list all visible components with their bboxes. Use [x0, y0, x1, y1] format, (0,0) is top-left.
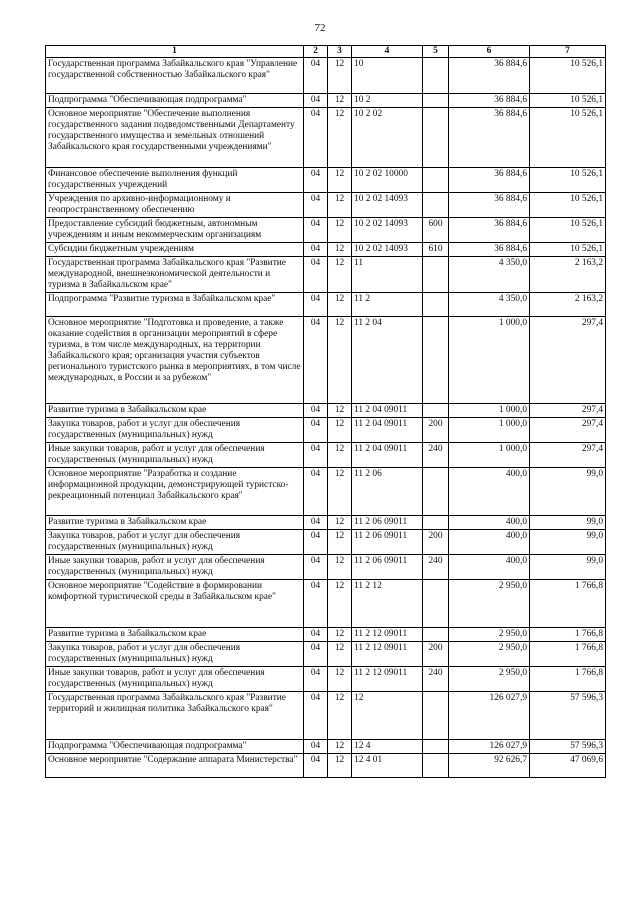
row-code-cell: 04 [304, 94, 328, 108]
row-expense-type-cell [423, 317, 449, 404]
row-name-cell: Финансовое обеспечение выполнения функций государственных учреждений [46, 168, 304, 193]
table-row [46, 58, 606, 94]
row-target-code-cell: 11 2 04 09011 [352, 404, 423, 418]
row-executed-cell: 99,0 [530, 530, 606, 555]
row-code-cell: 04 [304, 317, 328, 404]
header-cell: 5 [423, 46, 449, 58]
table-row [46, 243, 606, 257]
row-amount-cell: 126 027,9 [449, 740, 530, 754]
row-executed-cell: 10 526,1 [530, 193, 606, 218]
row-name-cell: Государственная программа Забайкальского края "Развитие территорий и жилищная политика Забайкальского края" [46, 692, 304, 740]
row-target-code-cell: 11 2 06 [352, 468, 423, 516]
row-name-cell: Государственная программа Забайкальского края "Развитие международной, внешнеэкономической деятельности и туризма в Забайкальском крае" [46, 257, 304, 293]
row-expense-type-cell [423, 168, 449, 193]
row-code-cell: 04 [304, 667, 328, 692]
table-row [46, 443, 606, 468]
row-expense-type-cell [423, 692, 449, 740]
row-name-cell: Подпрограмма "Обеспечивающая подпрограмма" [46, 94, 304, 108]
row-amount-cell: 4 350,0 [449, 257, 530, 293]
row-target-code-cell: 11 2 04 09011 [352, 443, 423, 468]
row-amount-cell: 2 950,0 [449, 580, 530, 628]
row-target-code-cell: 11 [352, 257, 423, 293]
row-executed-cell: 297,4 [530, 404, 606, 418]
row-expense-type-cell [423, 94, 449, 108]
row-code-cell: 12 [328, 293, 352, 317]
table-row [46, 168, 606, 193]
row-amount-cell: 400,0 [449, 555, 530, 580]
row-code-cell: 12 [328, 628, 352, 642]
row-code-cell: 12 [328, 667, 352, 692]
row-amount-cell: 36 884,6 [449, 243, 530, 257]
row-executed-cell: 99,0 [530, 468, 606, 516]
row-code-cell: 12 [328, 418, 352, 443]
table-row [46, 642, 606, 667]
row-name-cell: Развитие туризма в Забайкальском крае [46, 516, 304, 530]
table-row [46, 94, 606, 108]
row-code-cell: 04 [304, 740, 328, 754]
row-expense-type-cell [423, 468, 449, 516]
row-amount-cell: 1 000,0 [449, 418, 530, 443]
table-row [46, 628, 606, 642]
row-target-code-cell: 10 2 02 14093 [352, 243, 423, 257]
table-row [46, 317, 606, 404]
header-cell: 7 [530, 46, 606, 58]
row-target-code-cell: 10 2 02 14093 [352, 218, 423, 243]
row-code-cell: 12 [328, 740, 352, 754]
row-executed-cell: 10 526,1 [530, 168, 606, 193]
row-code-cell: 12 [328, 218, 352, 243]
row-code-cell: 12 [328, 193, 352, 218]
table-row [46, 667, 606, 692]
row-code-cell: 12 [328, 516, 352, 530]
budget-table [45, 45, 606, 778]
table-row [46, 692, 606, 740]
table-row [46, 404, 606, 418]
row-executed-cell: 297,4 [530, 317, 606, 404]
row-code-cell: 12 [328, 642, 352, 667]
row-code-cell: 04 [304, 468, 328, 516]
header-cell: 2 [304, 46, 328, 58]
row-target-code-cell: 11 2 06 09011 [352, 530, 423, 555]
row-code-cell: 12 [328, 257, 352, 293]
row-name-cell: Подпрограмма "Развитие туризма в Забайкальском крае" [46, 293, 304, 317]
row-target-code-cell: 11 2 12 09011 [352, 628, 423, 642]
row-amount-cell: 36 884,6 [449, 168, 530, 193]
row-executed-cell: 1 766,8 [530, 628, 606, 642]
row-target-code-cell: 11 2 06 09011 [352, 516, 423, 530]
row-target-code-cell: 10 [352, 58, 423, 94]
row-code-cell: 12 [328, 168, 352, 193]
row-amount-cell: 2 950,0 [449, 667, 530, 692]
header-cell: 1 [46, 46, 304, 58]
row-expense-type-cell [423, 580, 449, 628]
table-row [46, 530, 606, 555]
row-executed-cell: 2 163,2 [530, 257, 606, 293]
row-executed-cell: 1 766,8 [530, 580, 606, 628]
row-name-cell: Государственная программа Забайкальского края "Управление государственной собственностью Забайкальского края" [46, 58, 304, 94]
row-code-cell: 04 [304, 193, 328, 218]
row-code-cell: 12 [328, 443, 352, 468]
row-code-cell: 12 [328, 530, 352, 555]
row-target-code-cell: 11 2 04 [352, 317, 423, 404]
row-expense-type-cell [423, 628, 449, 642]
row-target-code-cell: 12 [352, 692, 423, 740]
row-expense-type-cell [423, 740, 449, 754]
row-amount-cell: 92 626,7 [449, 754, 530, 778]
row-expense-type-cell: 240 [423, 555, 449, 580]
row-name-cell: Субсидии бюджетным учреждениям [46, 243, 304, 257]
row-amount-cell: 4 350,0 [449, 293, 530, 317]
row-name-cell: Основное мероприятие "Обеспечение выполнения государственного задания подведомственными Департаменту государственного имущества и земельных отношений Забайкальского края государственными учреждениями" [46, 108, 304, 168]
row-name-cell: Закупка товаров, работ и услуг для обеспечения государственных (муниципальных) нужд [46, 418, 304, 443]
row-amount-cell: 1 000,0 [449, 443, 530, 468]
row-target-code-cell: 11 2 06 09011 [352, 555, 423, 580]
row-expense-type-cell: 600 [423, 218, 449, 243]
row-executed-cell: 99,0 [530, 516, 606, 530]
header-cell: 6 [449, 46, 530, 58]
row-name-cell: Основное мероприятие "Разработка и создание информационной продукции, демонстрирующей туристско-рекреационный потенциал Забайкальского края" [46, 468, 304, 516]
row-target-code-cell: 12 4 01 [352, 754, 423, 778]
row-target-code-cell: 11 2 [352, 293, 423, 317]
row-code-cell: 04 [304, 404, 328, 418]
row-code-cell: 04 [304, 108, 328, 168]
row-name-cell: Основное мероприятие "Содержание аппарата Министерства" [46, 754, 304, 778]
row-amount-cell: 1 000,0 [449, 404, 530, 418]
row-expense-type-cell [423, 293, 449, 317]
table-header-row [46, 46, 606, 58]
row-name-cell: Закупка товаров, работ и услуг для обеспечения государственных (муниципальных) нужд [46, 642, 304, 667]
row-code-cell: 12 [328, 58, 352, 94]
row-code-cell: 04 [304, 516, 328, 530]
row-code-cell: 12 [328, 94, 352, 108]
header-cell: 3 [328, 46, 352, 58]
row-code-cell: 12 [328, 468, 352, 516]
row-code-cell: 04 [304, 628, 328, 642]
row-code-cell: 04 [304, 642, 328, 667]
row-expense-type-cell: 610 [423, 243, 449, 257]
row-executed-cell: 99,0 [530, 555, 606, 580]
row-code-cell: 04 [304, 580, 328, 628]
table-row [46, 293, 606, 317]
row-executed-cell: 1 766,8 [530, 642, 606, 667]
row-code-cell: 04 [304, 168, 328, 193]
row-name-cell: Развитие туризма в Забайкальском крае [46, 628, 304, 642]
row-code-cell: 04 [304, 58, 328, 94]
row-name-cell: Подпрограмма "Обеспечивающая подпрограмма" [46, 740, 304, 754]
row-executed-cell: 297,4 [530, 443, 606, 468]
table-row [46, 516, 606, 530]
row-expense-type-cell: 240 [423, 667, 449, 692]
table-row [46, 108, 606, 168]
row-name-cell: Иные закупки товаров, работ и услуг для обеспечения государственных (муниципальных) нужд [46, 443, 304, 468]
row-target-code-cell: 11 2 12 09011 [352, 642, 423, 667]
row-code-cell: 12 [328, 580, 352, 628]
row-executed-cell: 47 069,6 [530, 754, 606, 778]
row-executed-cell: 57 596,3 [530, 740, 606, 754]
row-target-code-cell: 11 2 04 09011 [352, 418, 423, 443]
row-code-cell: 12 [328, 754, 352, 778]
row-code-cell: 04 [304, 293, 328, 317]
row-name-cell: Основное мероприятие "Подготовка и проведение, а также оказание содействия в организации мероприятий в сфере туризма, в том числе международных, на территории Забайкальского края; организация участия субъектов регионального туристского рынка в мероприятиях, в том числе международных, в России и за рубежом" [46, 317, 304, 404]
row-code-cell: 04 [304, 218, 328, 243]
row-amount-cell: 2 950,0 [449, 628, 530, 642]
table-row [46, 257, 606, 293]
row-code-cell: 04 [304, 443, 328, 468]
row-amount-cell: 36 884,6 [449, 218, 530, 243]
table-body [46, 58, 606, 778]
row-amount-cell: 400,0 [449, 530, 530, 555]
row-expense-type-cell [423, 404, 449, 418]
row-expense-type-cell: 240 [423, 443, 449, 468]
row-code-cell: 12 [328, 108, 352, 168]
row-code-cell: 12 [328, 404, 352, 418]
row-target-code-cell: 12 4 [352, 740, 423, 754]
row-expense-type-cell [423, 257, 449, 293]
row-amount-cell: 36 884,6 [449, 94, 530, 108]
row-name-cell: Иные закупки товаров, работ и услуг для обеспечения государственных (муниципальных) нужд [46, 555, 304, 580]
table-row [46, 740, 606, 754]
row-target-code-cell: 10 2 02 10000 [352, 168, 423, 193]
row-executed-cell: 10 526,1 [530, 94, 606, 108]
table-row [46, 468, 606, 516]
row-executed-cell: 297,4 [530, 418, 606, 443]
row-expense-type-cell: 200 [423, 530, 449, 555]
row-code-cell: 04 [304, 418, 328, 443]
row-code-cell: 12 [328, 317, 352, 404]
row-executed-cell: 2 163,2 [530, 293, 606, 317]
row-code-cell: 12 [328, 692, 352, 740]
row-expense-type-cell [423, 58, 449, 94]
row-executed-cell: 10 526,1 [530, 58, 606, 94]
table-row [46, 754, 606, 778]
row-amount-cell: 400,0 [449, 516, 530, 530]
row-target-code-cell: 10 2 [352, 94, 423, 108]
row-expense-type-cell [423, 193, 449, 218]
row-code-cell: 04 [304, 257, 328, 293]
row-code-cell: 04 [304, 555, 328, 580]
row-target-code-cell: 10 2 02 [352, 108, 423, 168]
row-expense-type-cell [423, 516, 449, 530]
row-expense-type-cell [423, 108, 449, 168]
page-number: 72 [314, 22, 326, 34]
row-amount-cell: 126 027,9 [449, 692, 530, 740]
row-code-cell: 12 [328, 243, 352, 257]
row-target-code-cell: 11 2 12 [352, 580, 423, 628]
row-amount-cell: 36 884,6 [449, 108, 530, 168]
row-executed-cell: 10 526,1 [530, 243, 606, 257]
table-row [46, 218, 606, 243]
row-executed-cell: 10 526,1 [530, 218, 606, 243]
row-code-cell: 04 [304, 692, 328, 740]
row-amount-cell: 400,0 [449, 468, 530, 516]
row-code-cell: 04 [304, 530, 328, 555]
row-expense-type-cell: 200 [423, 642, 449, 667]
row-executed-cell: 1 766,8 [530, 667, 606, 692]
row-target-code-cell: 10 2 02 14093 [352, 193, 423, 218]
row-code-cell: 04 [304, 243, 328, 257]
table-row [46, 193, 606, 218]
row-code-cell: 04 [304, 754, 328, 778]
row-name-cell: Основное мероприятие "Содействие в формировании комфортной туристической среды в Забайкальском крае" [46, 580, 304, 628]
row-name-cell: Иные закупки товаров, работ и услуг для обеспечения государственных (муниципальных) нужд [46, 667, 304, 692]
table-row [46, 418, 606, 443]
row-name-cell: Развитие туризма в Забайкальском крае [46, 404, 304, 418]
row-name-cell: Предоставление субсидий бюджетным, автономным учреждениям и иным некоммерческим организациям [46, 218, 304, 243]
row-executed-cell: 57 596,3 [530, 692, 606, 740]
row-amount-cell: 36 884,6 [449, 58, 530, 94]
table-row [46, 555, 606, 580]
row-target-code-cell: 11 2 12 09011 [352, 667, 423, 692]
row-code-cell: 12 [328, 555, 352, 580]
table-row [46, 580, 606, 628]
row-amount-cell: 1 000,0 [449, 317, 530, 404]
row-expense-type-cell [423, 754, 449, 778]
row-amount-cell: 2 950,0 [449, 642, 530, 667]
row-name-cell: Закупка товаров, работ и услуг для обеспечения государственных (муниципальных) нужд [46, 530, 304, 555]
row-executed-cell: 10 526,1 [530, 108, 606, 168]
header-cell: 4 [352, 46, 423, 58]
row-amount-cell: 36 884,6 [449, 193, 530, 218]
row-name-cell: Учреждения по архивно-информационному и геопространственному обеспечению [46, 193, 304, 218]
row-expense-type-cell: 200 [423, 418, 449, 443]
